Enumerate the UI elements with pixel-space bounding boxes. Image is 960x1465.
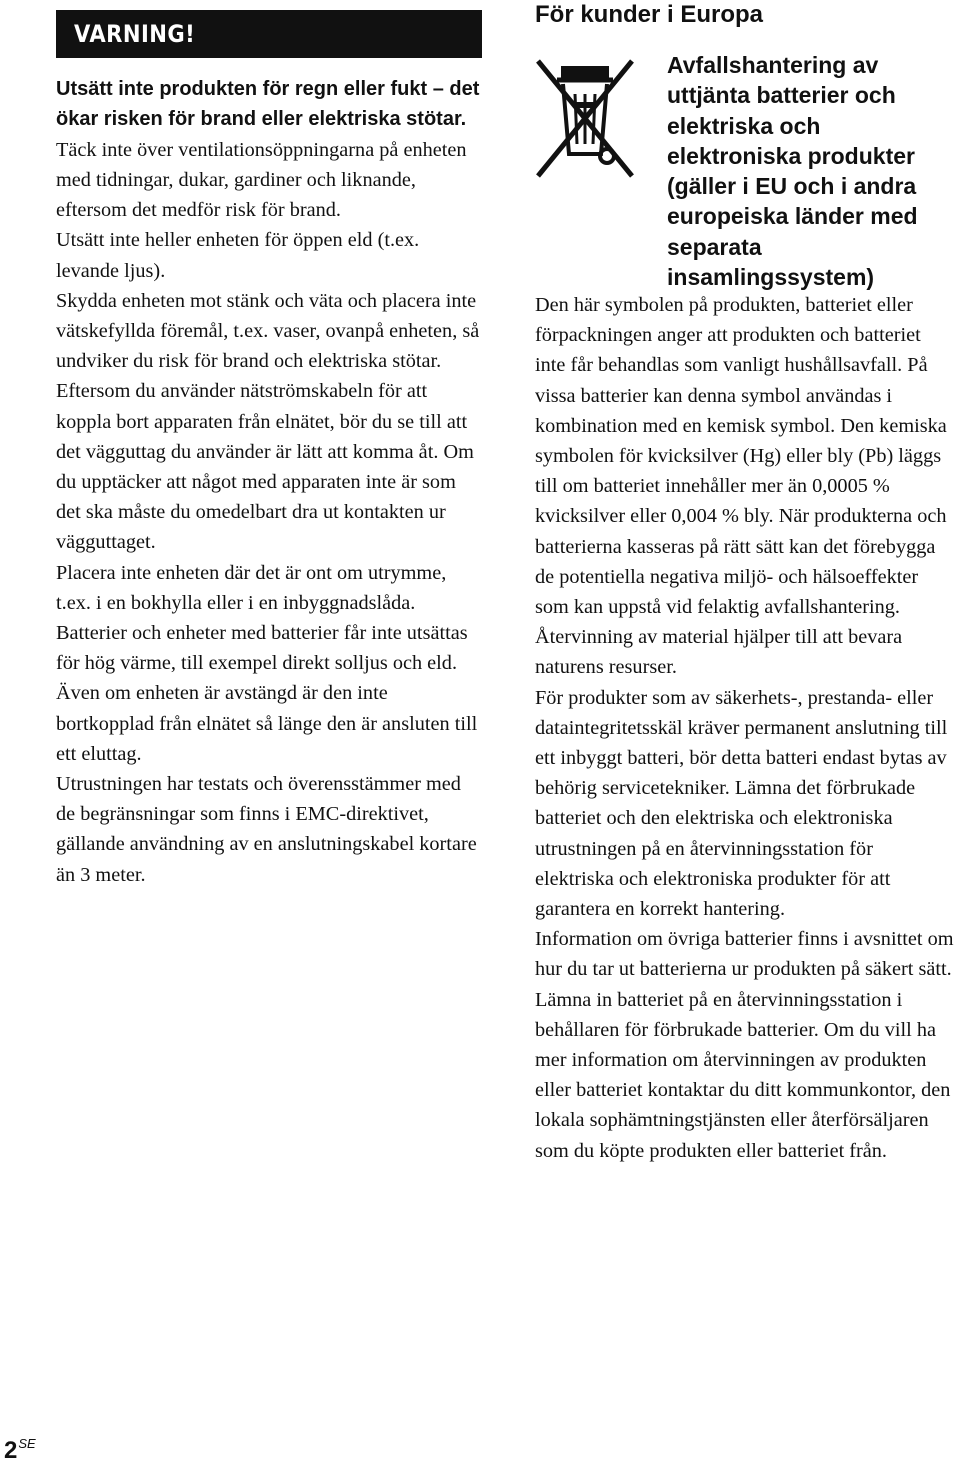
disposal-heading: Avfallshantering av uttjänta batterier och elektriska och elektroniska produkter (gäller i EU och i andra europeiska länder med separata insamlingssystem) <box>667 52 918 291</box>
page-number-suffix: SE <box>18 1436 36 1451</box>
disposal-header-block <box>535 0 955 290</box>
warning-paragraph: Utsätt inte heller enheten för öppen eld (t.ex. levande ljus). <box>56 229 420 282</box>
europe-heading: För kunder i Europa <box>535 1 764 28</box>
warning-paragraph: Eftersom du använder nätströmskabeln för att koppla bort apparaten från elnätet, bör du se till att det vägguttag du använder är lätt att komma åt. Om du upptäcker att något med apparaten inte är som det ska måste du omedelbart dra ut kontakten ur vägguttaget. <box>56 380 474 554</box>
warning-paragraph: Batterier och enheter med batterier får inte utsättas för hög värme, till exempel direkt solljus och eld. <box>56 622 468 675</box>
europe-column <box>535 0 955 1166</box>
warning-paragraph: Täck inte över ventilationsöppningarna på enheten med tidningar, dukar, gardiner och liknande, eftersom det medför risk för brand. <box>56 138 467 222</box>
europe-body <box>535 290 955 1166</box>
warning-paragraph: Placera inte enheten där det är ont om utrymme, t.ex. i en bokhylla eller i en inbyggnadslåda. <box>56 561 447 614</box>
crossed-out-wheeled-bin-icon <box>535 58 635 184</box>
europe-paragraph: För produkter som av säkerhets-, prestanda- eller dataintegritetsskäl kräver permanent anslutning till ett inbyggt batteri, bör detta batteri endast bytas av behörig servicetekniker. Lämna det förbrukade batteriet och den elektriska och elektroniska utrustningen på en återvinningsstation för elektriska och elektroniska produkter för att garantera en korrekt hantering. <box>535 686 948 921</box>
page-number-value: 2 <box>4 1437 18 1464</box>
warning-paragraph: Även om enheten är avstängd är den inte bortkopplad från elnätet så länge den är ansluten till ett eluttag. <box>56 682 478 765</box>
europe-paragraph: Information om övriga batterier finns i avsnittet om hur du tar ut batterierna ur produkten på säkert sätt. Lämna in batteriet på en återvinningsstation i behållaren för förbrukade batterier. Om du vill ha mer information om återvinningen av produkten eller batteriet kontaktar du ditt kommunkontor, den lokala sophämtningstjänsten eller återförsäljaren som du köpte produkten eller batteriet från. <box>535 928 954 1162</box>
warning-lead: Utsätt inte produkten för regn eller fukt – det ökar risken för brand eller elektriska stötar. <box>56 78 480 131</box>
warning-column <box>56 10 482 890</box>
warning-heading-box <box>56 10 482 58</box>
warning-paragraph: Utrustningen har testats och överensstämmer med de begränsningar som finns i EMC-direktivet, gällande användning av en anslutningskabel kortare än 3 meter. <box>56 773 477 886</box>
warning-heading: VARNING! <box>74 20 196 48</box>
europe-paragraph: Den här symbolen på produkten, batteriet eller förpackningen anger att produkten och batteriet inte får behandlas som vanligt hushållsavfall. På vissa batterier kan denna symbol användas i kombination med en kemisk symbol. Den kemiska symbolen för kvicksilver (Hg) eller bly (Pb) läggs till om batteriet innehåller mer än 0,0005 % kvicksilver eller 0,004 % bly. När produkterna och batterierna kasseras på rätt sätt kan det förebygga de potentiella negativa miljö- och hälsoeffekter som kan uppstå vid felaktig avfallshantering. Återvinning av material hjälper till att bevara naturens resurser. <box>535 294 947 679</box>
warning-paragraph: Skydda enheten mot stänk och väta och placera inte vätskefyllda föremål, t.ex. vaser, ovanpå enheten, så undviker du risk för brand och elektriska stötar. <box>56 289 480 373</box>
